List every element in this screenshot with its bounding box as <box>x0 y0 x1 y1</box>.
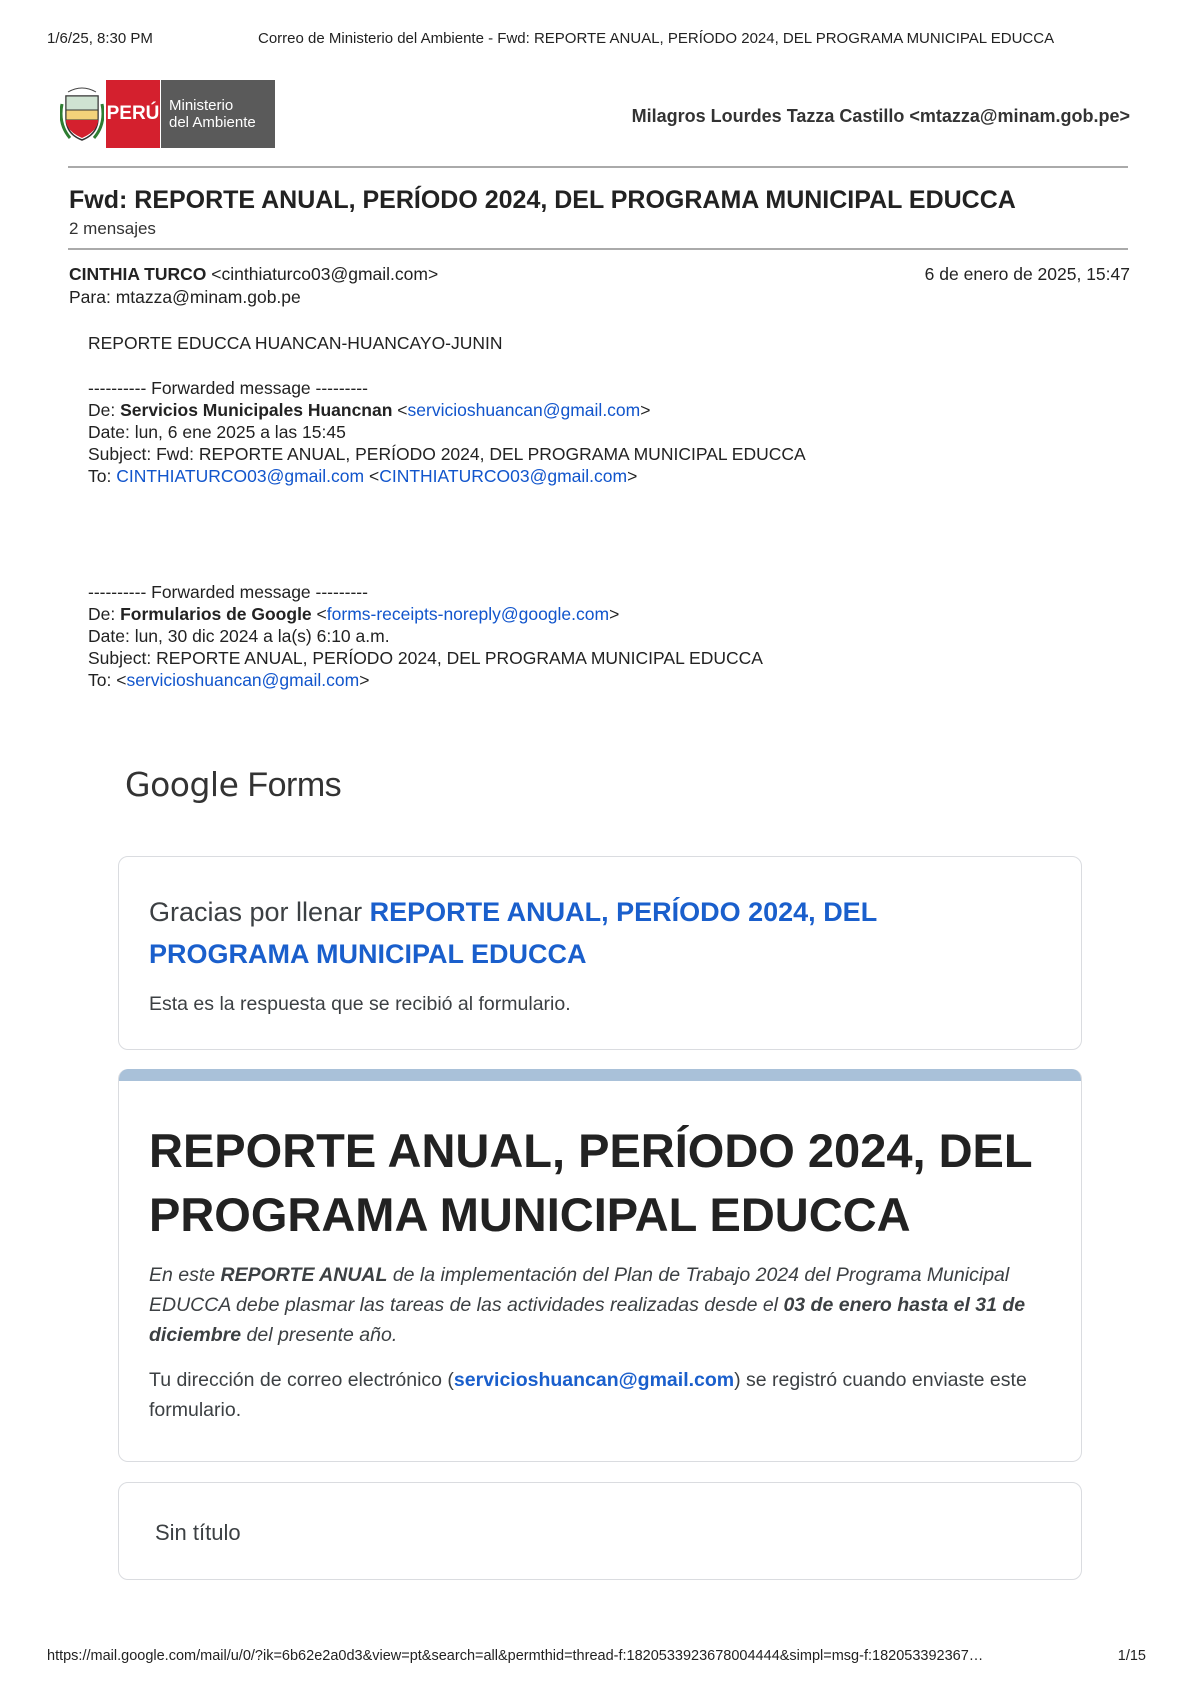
forward-to: To: <servicioshuancan@gmail.com> <box>88 670 370 690</box>
respondent-email-link[interactable]: servicioshuancan@gmail.com <box>453 1369 735 1391</box>
peru-label: PERÚ <box>106 80 160 148</box>
desc-bold: REPORTE ANUAL <box>220 1264 388 1286</box>
sender-name: CINTHIA TURCO <box>69 264 207 284</box>
from-label: De: <box>88 400 121 420</box>
divider-thread <box>68 248 1128 250</box>
to-email-link[interactable]: CINTHIATURCO03@gmail.com <box>379 466 628 486</box>
confirmation-text: Esta es la respuesta que se recibió al formulario. <box>149 993 571 1015</box>
confirmation-heading <box>149 891 1029 975</box>
peru-coat-of-arms-icon <box>60 84 104 144</box>
page-number: 1/15 <box>1117 1648 1146 1664</box>
divider-top <box>68 166 1128 168</box>
form-title-link[interactable]: REPORTE ANUAL, PERÍODO 2024, DEL PROGRAMA MUNICIPAL EDUCCA <box>149 897 877 969</box>
thread-subject: Fwd: REPORTE ANUAL, PERÍODO 2024, DEL PROGRAMA MUNICIPAL EDUCCA <box>69 186 1016 214</box>
from-email-link[interactable]: servicioshuancan@gmail.com <box>407 400 641 420</box>
thanks-prefix: Gracias por llenar <box>149 897 370 927</box>
forward-from: De: Servicios Municipales Huancnan <servicioshuancan@gmail.com> <box>88 400 651 420</box>
form-title: REPORTE ANUAL, PERÍODO 2024, DEL PROGRAMA MUNICIPAL EDUCCA <box>149 1124 1032 1241</box>
desc-part: de la implementación del Plan de Trabajo 2024 del Programa Municipal EDUCCA debe plasmar las tareas de las actividades realizadas desde el <box>149 1264 1010 1316</box>
ministry-name <box>161 80 275 148</box>
forward-to: To: CINTHIATURCO03@gmail.com <CINTHIATURCO03@gmail.com> <box>88 466 638 486</box>
sender-email: <cinthiaturco03@gmail.com> <box>211 264 439 284</box>
from-name: Servicios Municipales Huancnan <box>120 400 393 420</box>
google-forms-logo <box>125 765 341 805</box>
ministry-logo <box>60 80 275 150</box>
message-intro: REPORTE EDUCCA HUANCAN-HUANCAYO-JUNIN <box>88 333 503 353</box>
note-part: Tu dirección de correo electrónico ( <box>149 1369 454 1391</box>
form-description <box>149 1260 1059 1350</box>
email-record-note <box>149 1365 1059 1425</box>
from-name: Formularios de Google <box>120 604 312 624</box>
desc-part: En este <box>149 1264 221 1286</box>
ministry-line-1: Ministerio <box>169 97 234 114</box>
confirmation-card <box>118 856 1082 1050</box>
note-part: ) se registró cuando enviaste este formulario. <box>149 1369 1027 1421</box>
to-label: To: <box>88 670 117 690</box>
forward-date: Date: lun, 6 ene 2025 a las 15:45 <box>88 422 346 442</box>
message-sender <box>69 264 438 285</box>
google-wordmark: Google <box>125 765 239 804</box>
to-label: To: <box>88 466 117 486</box>
from-label: De: <box>88 604 121 624</box>
form-header-card <box>118 1069 1082 1462</box>
untitled-section-card <box>118 1482 1082 1580</box>
forward-separator: ---------- Forwarded message --------- <box>88 378 368 398</box>
section-title: Sin título <box>155 1520 241 1545</box>
forward-from: De: Formularios de Google <forms-receipts-noreply@google.com> <box>88 604 620 624</box>
forms-wordmark: Forms <box>247 766 342 804</box>
forward-subject: Subject: Fwd: REPORTE ANUAL, PERÍODO 2024, DEL PROGRAMA MUNICIPAL EDUCCA <box>88 444 806 464</box>
forward-date: Date: lun, 30 dic 2024 a la(s) 6:10 a.m. <box>88 626 390 646</box>
ministry-line-2: del Ambiente <box>169 114 256 131</box>
form-accent-bar <box>119 1069 1081 1081</box>
print-footer-url: https://mail.google.com/mail/u/0/?ik=6b62e2a0d3&view=pt&search=all&permthid=thread-f:1820533923678004444&simpl=msg-f:182053392367… <box>47 1648 984 1664</box>
print-datetime: 1/6/25, 8:30 PM <box>47 30 153 47</box>
to-name-link[interactable]: CINTHIATURCO03@gmail.com <box>116 466 365 486</box>
forward-separator: ---------- Forwarded message --------- <box>88 582 368 602</box>
forward-subject: Subject: REPORTE ANUAL, PERÍODO 2024, DEL PROGRAMA MUNICIPAL EDUCCA <box>88 648 763 668</box>
message-count: 2 mensajes <box>69 219 156 238</box>
from-email-link[interactable]: forms-receipts-noreply@google.com <box>326 604 610 624</box>
message-recipient: Para: mtazza@minam.gob.pe <box>69 287 301 307</box>
account-owner: Milagros Lourdes Tazza Castillo <mtazza@minam.gob.pe> <box>631 106 1130 126</box>
message-date: 6 de enero de 2025, 15:47 <box>924 264 1130 284</box>
print-page-title: Correo de Ministerio del Ambiente - Fwd: REPORTE ANUAL, PERÍODO 2024, DEL PROGRAMA MUNICIPAL EDUCCA <box>258 30 1055 47</box>
to-email-link[interactable]: servicioshuancan@gmail.com <box>126 670 360 690</box>
desc-part: del presente año. <box>241 1324 398 1346</box>
desc-bold: 03 de enero hasta el 31 de diciembre <box>149 1294 1026 1346</box>
